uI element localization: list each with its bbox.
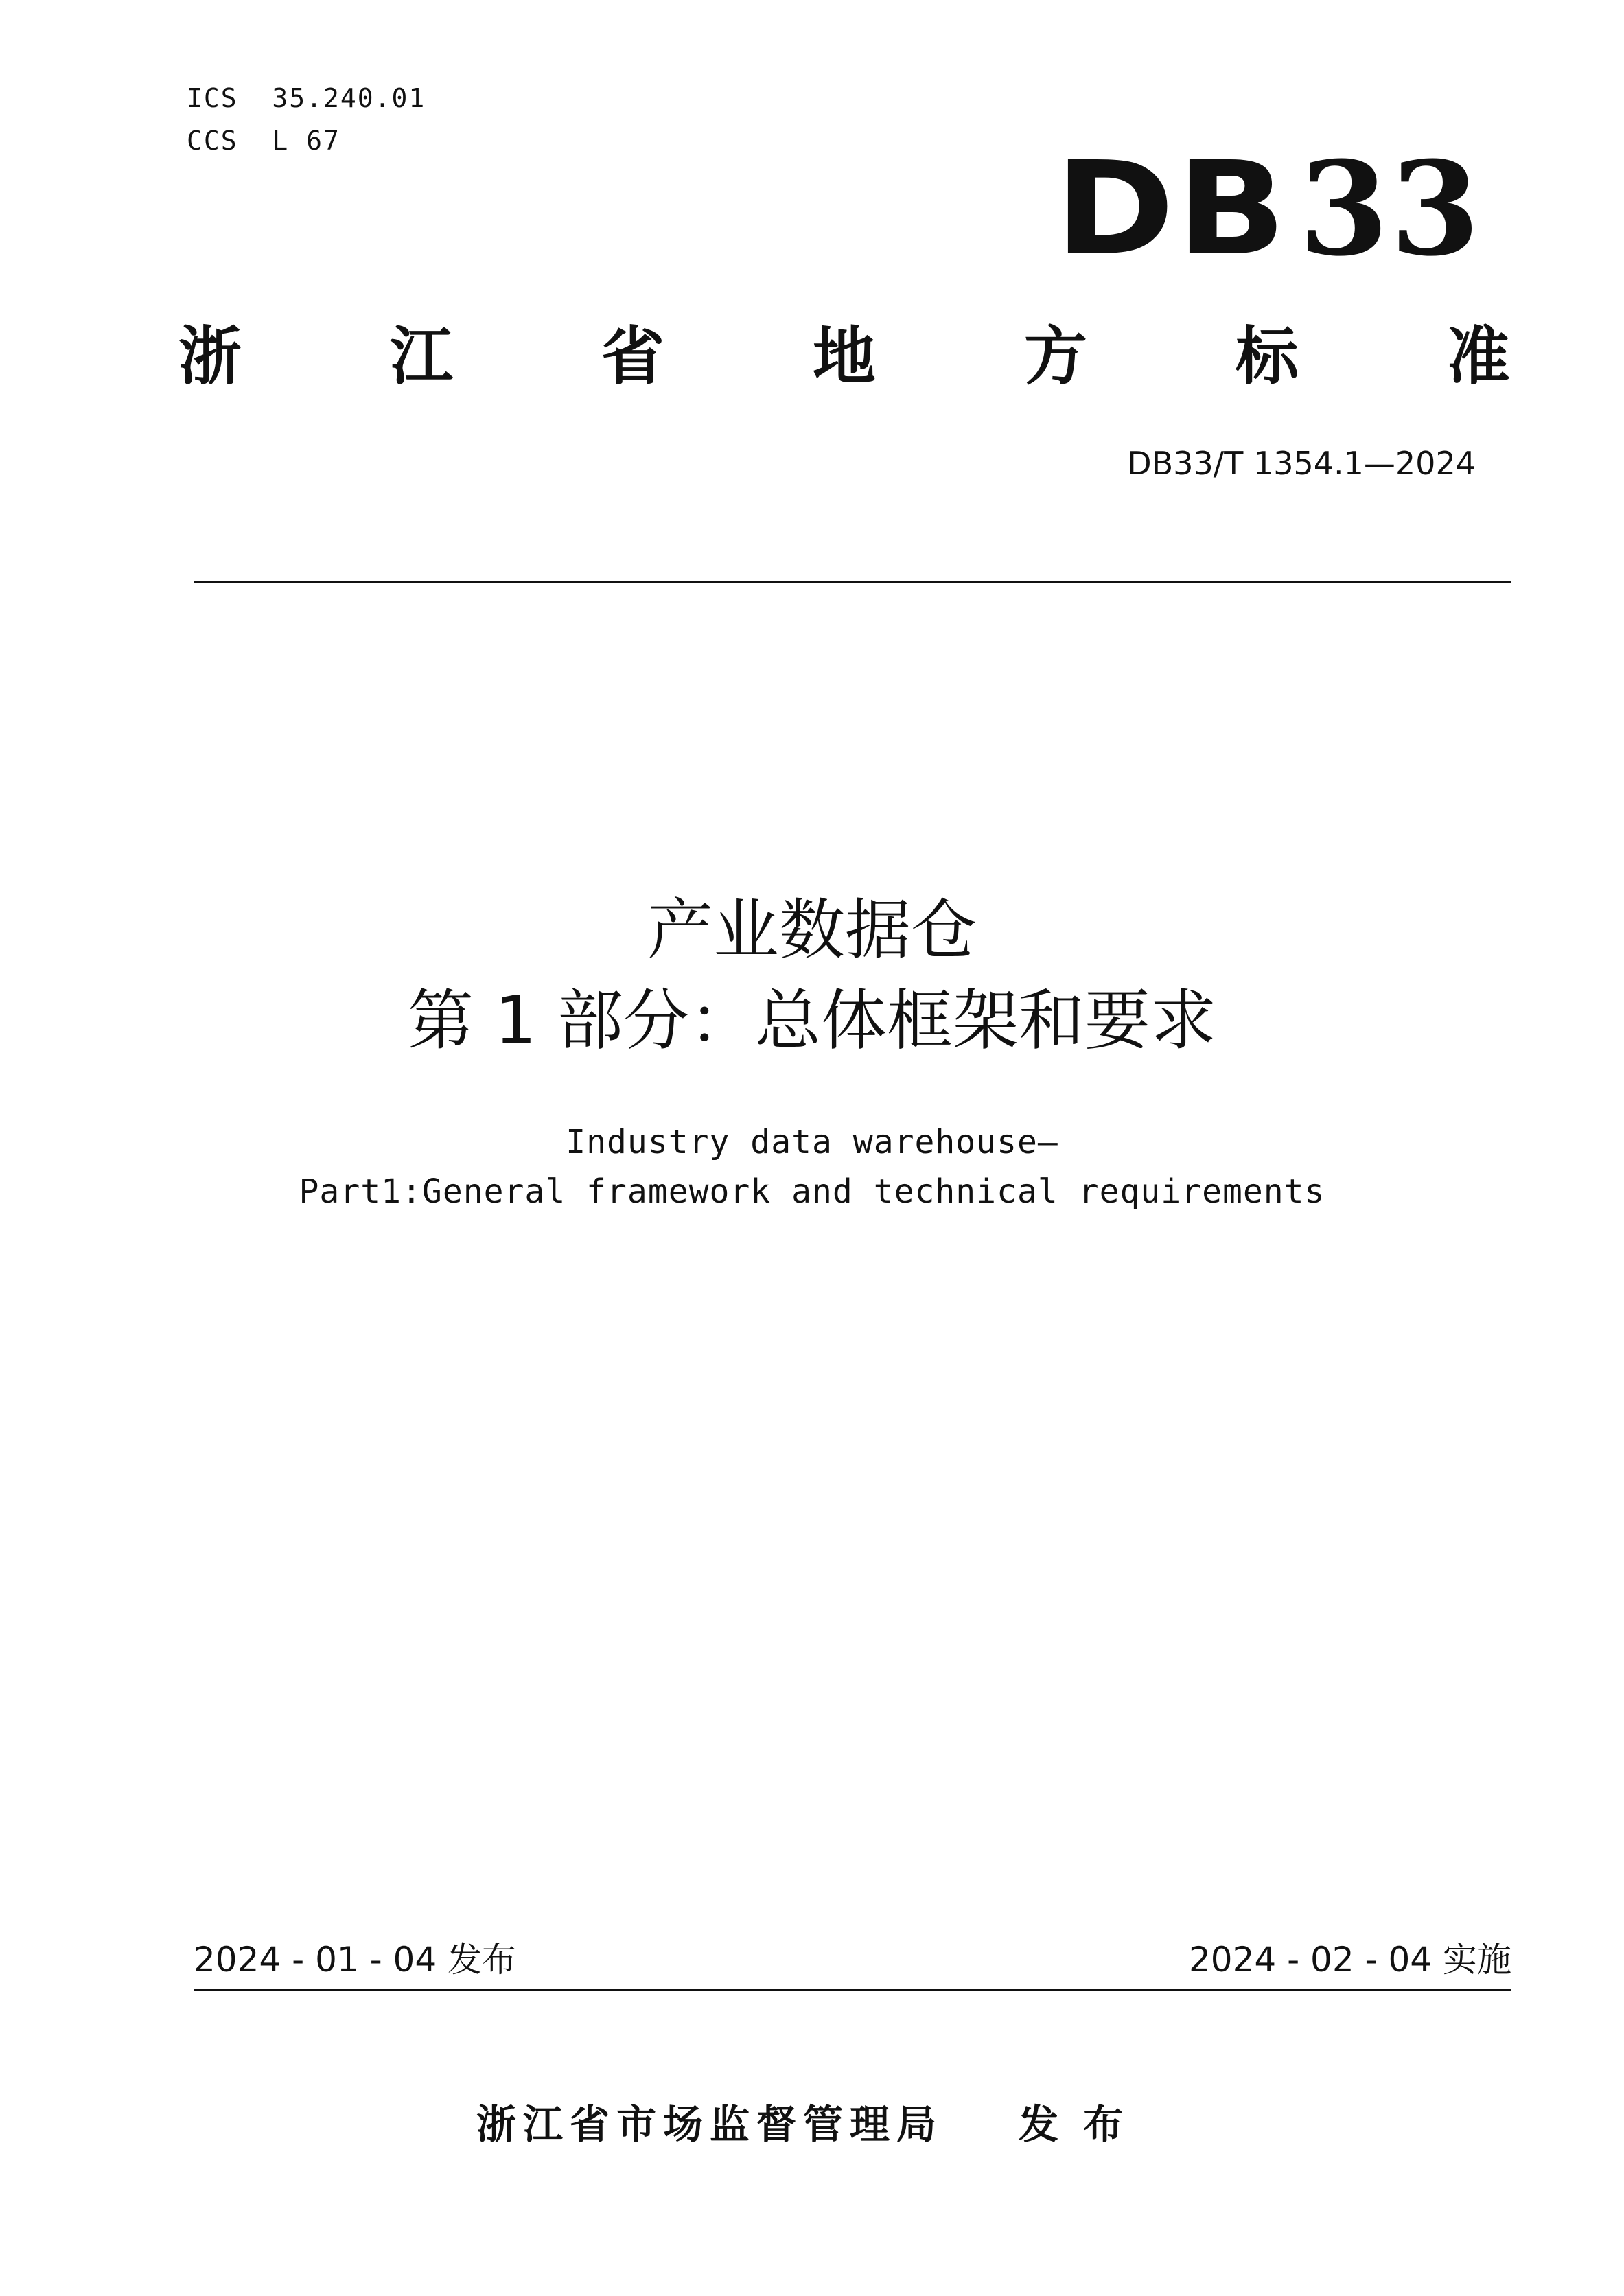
title-cn-line1: 产业数据仓 [647,892,977,969]
standard-type-char: 浙 [178,320,242,393]
footer-divider [194,1989,1511,1991]
implementation-date: 2024 - 02 - 04 实施 [1188,1940,1511,1980]
ccs-code: CCS L 67 [187,126,340,156]
header-divider [194,581,1511,583]
publisher-line [0,2097,1624,2152]
db33-logo [1054,133,1481,285]
standard-number: DB33/T 1354.1—2024 [1127,445,1476,482]
logo-prefix: DB [1054,134,1288,284]
classification-codes [187,77,426,162]
standard-type-char: 江 [389,320,453,393]
publisher-label: 发布 [1019,2101,1148,2148]
standard-type-char: 省 [601,320,664,393]
title-en-line2: Part1:General framework and technical requirements [299,1172,1325,1211]
standard-type-heading [178,312,1510,402]
standard-type-char: 标 [1235,320,1299,393]
issue-date: 2024 - 01 - 04 发布 [194,1940,517,1980]
standard-type-char: 地 [812,320,876,393]
logo-number: 33 [1299,133,1481,285]
standard-type-char: 准 [1446,320,1510,393]
title-en-line1: Industry data warehouse— [566,1123,1058,1161]
publisher-name: 浙江省市场监督管理局 [476,2101,943,2148]
standard-type-char: 方 [1023,320,1087,393]
ics-code: ICS 35.240.01 [187,83,426,113]
title-cn-line2: 第 1 部分：总体框架和要求 [407,982,1217,1059]
